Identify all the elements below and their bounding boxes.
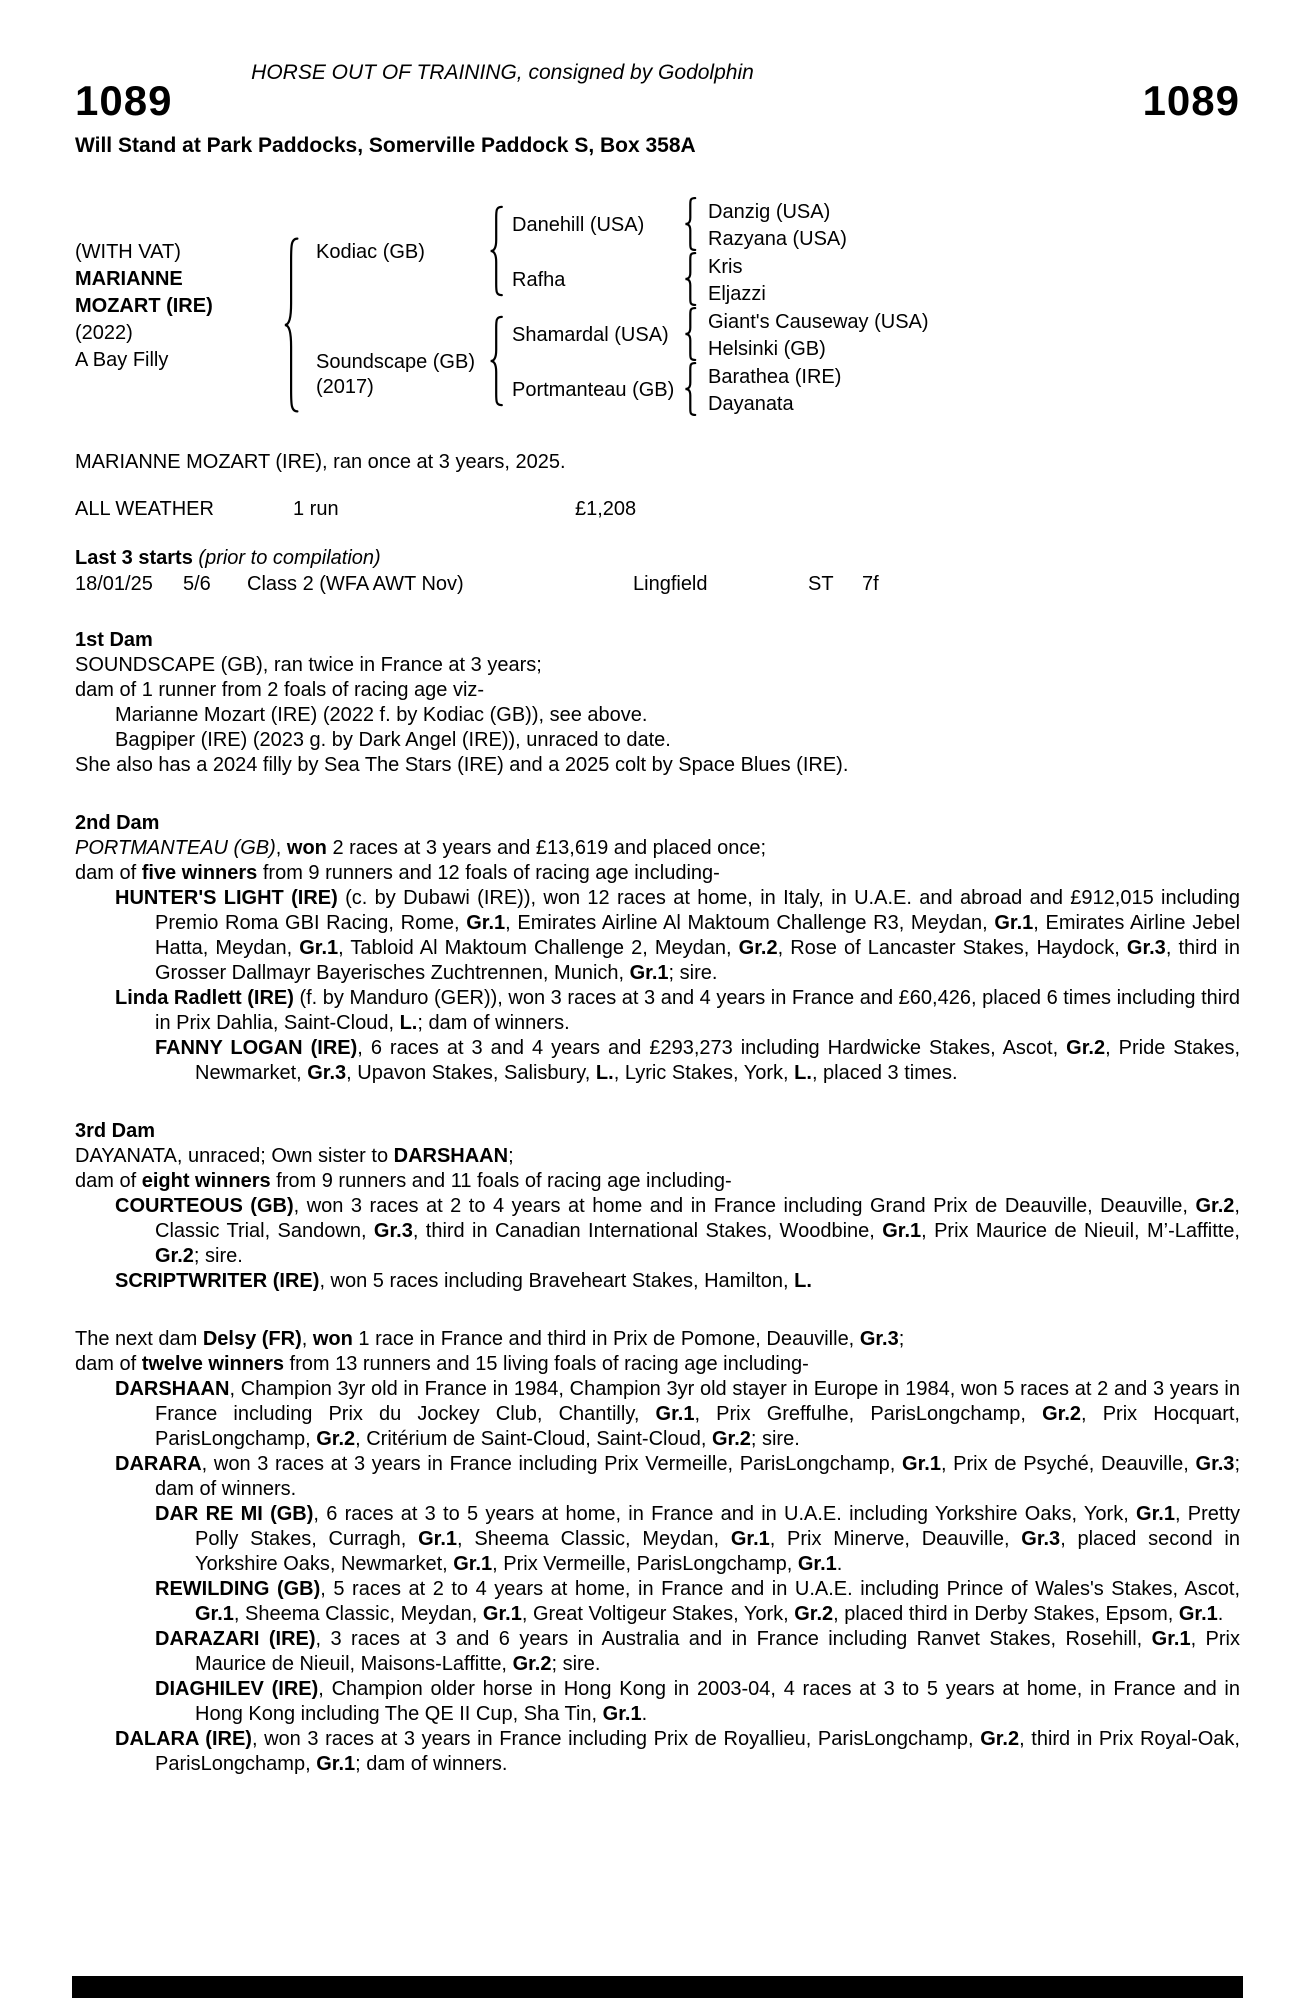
- dam-section: [75, 811, 1240, 1086]
- start-distance: 7f: [862, 573, 879, 595]
- race-record-summary: MARIANNE MOZART (IRE), ran once at 3 years, 2025.: [75, 451, 566, 473]
- race-earnings: £1,208: [575, 498, 637, 520]
- pedigree-paragraph: DIAGHILEV (IRE), Champion older horse in Hong Kong in 2003-04, 4 races at 3 to 5 years at home, in France and in Hong Kong including The QE II Cup, Sha Tin, Gr.1.: [155, 1678, 1240, 1725]
- pedigree-brace: [684, 362, 698, 416]
- great-grandparent-name: Danzig (USA): [708, 201, 831, 223]
- subject-year: (2022): [75, 322, 133, 344]
- sire-dam-name: Rafha: [512, 269, 566, 291]
- section-heading: 2nd Dam: [75, 812, 160, 834]
- last-starts-note: (prior to compilation): [198, 547, 381, 569]
- great-grandparent-name: Dayanata: [708, 393, 794, 415]
- dam-section: [75, 628, 1240, 778]
- great-grandparent-name: Helsinki (GB): [708, 338, 826, 360]
- subject-description: A Bay Filly: [75, 349, 169, 371]
- subject-name-line1: MARIANNE: [75, 268, 183, 290]
- pedigree-paragraph: DARARA, won 3 races at 3 years in France including Prix Vermeille, ParisLongchamp, Gr.1, Prix de Psyché, Deauville, Gr.3; dam of winners.: [115, 1453, 1240, 1500]
- pedigree-paragraph: The next dam Delsy (FR), won 1 race in France and third in Prix de Pomone, Deauville, Gr.3;: [75, 1328, 905, 1350]
- pedigree-paragraph: SCRIPTWRITER (IRE), won 5 races including Braveheart Stakes, Hamilton, L.: [115, 1270, 812, 1292]
- pedigree-paragraph: PORTMANTEAU (GB), won 2 races at 3 years and £13,619 and placed once;: [75, 837, 767, 859]
- lot-number-right: 1089: [1142, 77, 1240, 124]
- sire-sire-name: Danehill (USA): [512, 214, 645, 236]
- race-runs: 1 run: [293, 498, 339, 520]
- dam-dam-name: Portmanteau (GB): [512, 379, 675, 401]
- pedigree-paragraph: REWILDING (GB), 5 races at 2 to 4 years at home, in France and in U.A.E. including Prince of Wales's Stakes, Ascot, Gr.1, Sheema Classic, Meydan, Gr.1, Great Voltigeur Stakes, York, Gr.2, placed third in Derby Stakes, Epsom, Gr.1.: [155, 1578, 1241, 1625]
- last-starts-header: [75, 546, 381, 571]
- lot-number-left: 1089: [75, 77, 173, 124]
- pedigree-paragraph: DARSHAAN, Champion 3yr old in France in 1984, Champion 3yr old stayer in Europe in 1984, won 5 races at 2 and 3 years in France including Prix du Jockey Club, Chantilly, Gr.1, Prix Greffulhe, ParisLongchamp, Gr.2, Prix Hocquart, ParisLongchamp, Gr.2, Critérium de Saint-Cloud, Saint-Cloud, Gr.2; sire.: [115, 1378, 1240, 1450]
- race-surface: ALL WEATHER: [75, 498, 214, 520]
- pedigree-paragraph: DARAZARI (IRE), 3 races at 3 and 6 years in Australia and in France including Ranvet Stakes, Rosehill, Gr.1, Prix Maurice de Nieuil, Maisons-Laffitte, Gr.2; sire.: [155, 1628, 1240, 1675]
- dam-section: [75, 1327, 1240, 1777]
- great-grandparent-name: Giant's Causeway (USA): [708, 311, 929, 333]
- pedigree-paragraph: HUNTER'S LIGHT (IRE) (c. by Dubawi (IRE)), won 12 races at home, in Italy, in U.A.E. and abroad and £912,015 including Premio Roma GBI Racing, Rome, Gr.1, Emirates Airline Al Maktoum Challenge R3, Meydan, Gr.1, Emirates Airline Jebel Hatta, Meydan, Gr.1, Tabloid Al Maktoum Challenge 2, Meydan, Gr.2, Rose of Lancaster Stakes, Haydock, Gr.3, third in Grosser Dallmayr Bayerisches Zuchtrennen, Munich, Gr.1; sire.: [115, 887, 1241, 984]
- pedigree-sections: [75, 628, 1240, 1777]
- section-heading: 3rd Dam: [75, 1120, 156, 1142]
- pedigree-paragraph: SOUNDSCAPE (GB), ran twice in France at 3 years;: [75, 654, 542, 676]
- last-starts-label: Last 3 starts: [75, 547, 193, 569]
- start-going: ST: [808, 573, 834, 595]
- dam-sire-name: Shamardal (USA): [512, 324, 669, 346]
- pedigree-paragraph: DAYANATA, unraced; Own sister to DARSHAAN;: [75, 1145, 514, 1167]
- vat-note: (WITH VAT): [75, 241, 181, 263]
- pedigree-paragraph: She also has a 2024 filly by Sea The Stars (IRE) and a 2025 colt by Space Blues (IRE).: [75, 754, 849, 776]
- great-grandparent-name: Eljazzi: [708, 283, 766, 305]
- dam-section: [75, 1119, 1240, 1294]
- pedigree-paragraph: dam of 1 runner from 2 foals of racing age viz-: [75, 679, 485, 701]
- pedigree-paragraph: dam of twelve winners from 13 runners and 15 living foals of racing age including-: [75, 1353, 809, 1375]
- pedigree-brace: [489, 205, 505, 297]
- great-grandparent-name: Barathea (IRE): [708, 366, 842, 388]
- pedigree-brace: [283, 235, 301, 415]
- start-date: 18/01/25: [75, 573, 153, 595]
- great-grandparent-name: Kris: [708, 256, 743, 278]
- dam-year: (2017): [316, 376, 374, 398]
- pedigree-paragraph: DALARA (IRE), won 3 races at 3 years in France including Prix de Royallieu, ParisLongchamp, Gr.2, third in Prix Royal-Oak, ParisLongchamp, Gr.1; dam of winners.: [115, 1728, 1240, 1775]
- pedigree-paragraph: Bagpiper (IRE) (2023 g. by Dark Angel (IRE)), unraced to date.: [115, 729, 671, 751]
- page-bottom-bar: [72, 1976, 1243, 1998]
- pedigree-paragraph: Marianne Mozart (IRE) (2022 f. by Kodiac (GB)), see above.: [115, 704, 648, 726]
- pedigree-paragraph: COURTEOUS (GB), won 3 races at 2 to 4 years at home and in France including Grand Prix de Deauville, Deauville, Gr.2, Classic Trial, Sandown, Gr.3, third in Canadian International Stakes, Woodbine, Gr.1, Prix Maurice de Nieuil, M’-Laffitte, Gr.2; sire.: [115, 1195, 1240, 1267]
- pedigree-paragraph: Linda Radlett (IRE) (f. by Manduro (GER)), won 3 races at 3 and 4 years in France and £60,426, placed 6 times including third in Prix Dahlia, Saint-Cloud, L.; dam of winners.: [115, 987, 1241, 1034]
- pedigree-brace: [684, 307, 698, 361]
- pedigree-brace: [489, 315, 505, 407]
- great-grandparent-name: Razyana (USA): [708, 228, 847, 250]
- dam-name: Soundscape (GB): [316, 351, 475, 373]
- stand-location-line: Will Stand at Park Paddocks, Somerville Paddock S, Box 358A: [75, 134, 696, 157]
- subject-name-line2: MOZART (IRE): [75, 295, 213, 317]
- pedigree-paragraph: FANNY LOGAN (IRE), 6 races at 3 and 4 years and £293,273 including Hardwicke Stakes, Ascot, Gr.2, Pride Stakes, Newmarket, Gr.3, Upavon Stakes, Salisbury, L., Lyric Stakes, York, L., placed 3 times.: [155, 1037, 1240, 1084]
- sire-name: Kodiac (GB): [316, 241, 425, 263]
- section-heading: 1st Dam: [75, 629, 153, 651]
- pedigree-brace: [684, 252, 698, 306]
- start-position: 5/6: [183, 573, 211, 595]
- start-race: Class 2 (WFA AWT Nov): [247, 573, 464, 595]
- pedigree-paragraph: dam of eight winners from 9 runners and 11 foals of racing age including-: [75, 1170, 732, 1192]
- pedigree-paragraph: DAR RE MI (GB), 6 races at 3 to 5 years at home, in France and in U.A.E. including Yorkshire Oaks, York, Gr.1, Pretty Polly Stakes, Curragh, Gr.1, Sheema Classic, Meydan, Gr.1, Prix Minerve, Deauville, Gr.3, placed second in Yorkshire Oaks, Newmarket, Gr.1, Prix Vermeille, ParisLongchamp, Gr.1.: [155, 1503, 1240, 1575]
- pedigree-brace: [684, 197, 698, 251]
- start-course: Lingfield: [633, 573, 708, 595]
- pedigree-paragraph: dam of five winners from 9 runners and 12 foals of racing age including-: [75, 862, 720, 884]
- consignor-line: HORSE OUT OF TRAINING, consigned by Godolphin: [251, 61, 754, 84]
